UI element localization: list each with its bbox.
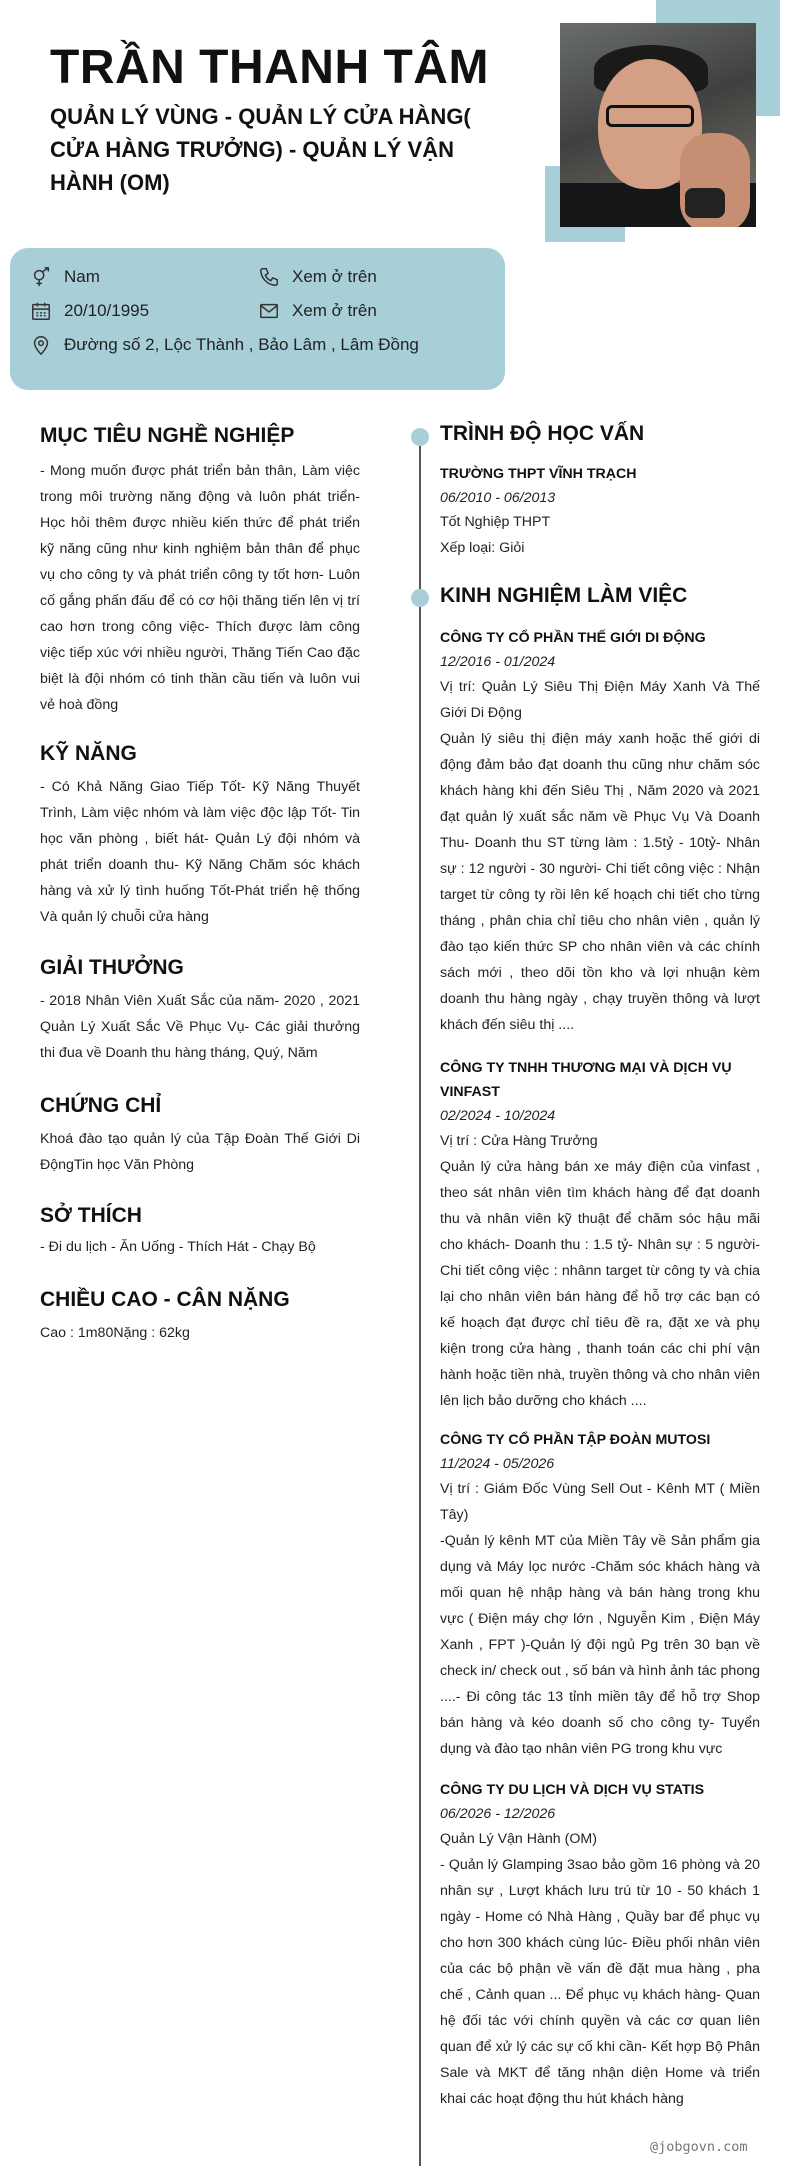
education-degree: Tốt Nghiệp THPT [440, 514, 551, 530]
candidate-name: TRẦN THANH TÂM [50, 41, 489, 94]
job-entry [440, 1778, 760, 2112]
email-item [258, 300, 377, 322]
hobbies-text: - Đi du lịch - Ăn Uống - Thích Hát - Chạy Bộ [40, 1239, 316, 1255]
gender-value: Nam [64, 267, 100, 286]
calendar-icon [30, 300, 52, 322]
skills-title: KỸ NĂNG [40, 742, 137, 765]
education-grade: Xếp loại: Giỏi [440, 540, 525, 556]
certificates-title: CHỨNG CHỈ [40, 1094, 162, 1117]
certificates-text: Khoá đào tạo quản lý của Tập Đoàn Thế Giới Di ĐộngTin học Văn Phòng [40, 1131, 360, 1173]
phone-value: Xem ở trên [292, 267, 377, 286]
company-name: CÔNG TY CỔ PHẦN THẾ GIỚI DI ĐỘNG [440, 630, 706, 646]
dob-item [30, 300, 149, 322]
gender-item [30, 266, 100, 288]
job-period: 02/2024 - 10/2024 [440, 1108, 556, 1124]
dob-value: 20/10/1995 [64, 301, 150, 320]
email-value: Xem ở trên [292, 301, 377, 320]
job-description: Quản lý siêu thị điện máy xanh hoặc thế giới di động đảm bảo đạt doanh thu cũng như chăm sóc khách hàng khi đến Siêu Thị , Năm 2020 và 2021 đạt quản lý xuất sắc năm về Phục Vụ Và Doanh Thu- Doanh thu ST từng làm : 1.5tỷ - 10tỷ- Nhân sự : 12 người - 30 người- Chi tiết công việc : Nhận target từ công ty rồi lên kế hoạch chi tiết cho từng tháng , phân chia chỉ tiêu cho nhân viên , quản lý đào tạo kiến thức SP cho nhân viên và các chính sách mới , theo dõi tồn kho và lợi nhuận kèm doanh thu hàng ngày , chạy truyền thông và lượt khách đến siêu thị .... [440, 731, 760, 1033]
job-entry [440, 1056, 760, 1414]
email-icon [258, 300, 280, 322]
address-item [30, 334, 419, 356]
phone-icon [258, 266, 280, 288]
job-period: 12/2016 - 01/2024 [440, 654, 556, 670]
job-entry [440, 1428, 760, 1762]
phone-item [258, 266, 377, 288]
job-role: Vị trí : Giám Đốc Vùng Sell Out - Kênh MT ( Miền Tây) [440, 1481, 760, 1523]
company-name: CÔNG TY CỔ PHẦN TẬP ĐOÀN MUTOSI [440, 1432, 711, 1448]
experience-title: KINH NGHIỆM LÀM VIỆC [440, 584, 688, 607]
hobbies-title: SỞ THÍCH [40, 1204, 142, 1227]
job-role: Vị trí : Cửa Hàng Trưởng [440, 1133, 598, 1149]
objective-title: MỤC TIÊU NGHỀ NGHIỆP [40, 424, 295, 447]
watermark: @jobgovn.com [650, 2139, 748, 2155]
timeline-dot [411, 589, 429, 607]
job-period: 11/2024 - 05/2026 [440, 1456, 555, 1472]
avatar [560, 23, 756, 227]
company-name: CÔNG TY DU LỊCH VÀ DỊCH VỤ STATIS [440, 1782, 705, 1798]
timeline-dot [411, 428, 429, 446]
skills-text: - Có Khả Năng Giao Tiếp Tốt- Kỹ Năng Thuyết Trình, Làm việc nhóm và làm việc độc lập Tốt- Tin học văn phòng , biết hát- Quản Lý đội nhóm và phát triển doanh thu- Kỹ Năng Chăm sóc khách hàng và xử lý tình huống Tốt-Phát triển hệ thống Và quản lý chuỗi cửa hàng [40, 779, 360, 925]
company-name: CÔNG TY TNHH THƯƠNG MẠI VÀ DỊCH VỤ VINFAST [440, 1060, 732, 1100]
awards-text: - 2018 Nhân Viên Xuất Sắc của năm- 2020 , 2021 Quản Lý Xuất Sắc Về Phục Vụ- Các giải thưởng thi đua về Doanh thu hàng tháng, Quý, Năm [40, 993, 360, 1061]
education-title: TRÌNH ĐỘ HỌC VẤN [440, 422, 645, 445]
awards-title: GIẢI THƯỞNG [40, 956, 184, 979]
education-period: 06/2010 - 06/2013 [440, 490, 556, 506]
job-title: QUẢN LÝ VÙNG - QUẢN LÝ CỬA HÀNG( CỬA HÀNG TRƯỞNG) - QUẢN LÝ VẬN HÀNH (OM) [50, 104, 471, 195]
job-entry [440, 626, 760, 1038]
personal-info-box [10, 248, 505, 390]
job-role: Quản Lý Vận Hành (OM) [440, 1831, 597, 1847]
objective-text: - Mong muốn được phát triển bản thân, Làm việc trong môi trường năng động và luôn phát triển- Học hỏi thêm được nhiều kiến thức để phát triển kỹ năng cũng như kinh nghiệm bản thân để phục vụ cho công ty và phát triển công ty tốt hơn- Luôn cố gắng phấn đấu để có cơ hội thăng tiến lên vị trí cao hơn trong công việc- Thích được làm công việc tiếp xúc với nhiều người, Thăng Tiến Cao đặc biệt là đội nhóm có tinh thần cầu tiến và luôn vui vẻ hoà đồng [40, 463, 360, 713]
school-name: TRƯỜNG THPT VĨNH TRẠCH [440, 466, 637, 482]
timeline-line [419, 436, 421, 2166]
gender-icon [30, 266, 52, 288]
job-description: Quản lý cửa hàng bán xe máy điện của vinfast , theo sát nhân viên tìm khách hàng để đạt doanh thu và nhân viên kỹ thuật để chăm sóc hậu mãi cho khách- Doanh thu : 1.5 tỷ- Nhân sự : 5 người- Chi tiết công việc : nhânn target từ công ty và chia lại cho nhân viên bán hàng để hỗ trợ các bạn có kế hoạch đạt được chỉ tiêu đề ra, đặt xe và phụ kiện trong cửa hàng , thanh toán các chi phí vận hành hoặc tiền nhà, truyền thông và cho nhân viên lên lịch bảo dưỡng cho khách .... [440, 1159, 760, 1409]
address-value: Đường số 2, Lộc Thành , Bảo Lâm , Lâm Đồng [64, 335, 419, 354]
job-period: 06/2026 - 12/2026 [440, 1806, 556, 1822]
job-role: Vị trí: Quản Lý Siêu Thị Điện Máy Xanh Và Thế Giới Di Động [440, 679, 760, 721]
job-description: - Quản lý Glamping 3sao bảo gồm 16 phòng và 20 nhân sự , Lượt khách lưu trú từ 10 - 50 khách 1 ngày - Home có Nhà Hàng , Quầy bar để phục vụ cho hơn 300 khách cùng lúc- Điều phối nhân viên của các bộ phận về vấn đề đặt mua hàng , pha chế , Cảnh quan ... Để phục vụ khách hàng- Quan hệ đối tác với chính quyền và các cơ quan liên quan để xử lý các sự cố khi cần- Kết hợp Bộ Phân Sale và MKT để tăng nhận diện Home và triển khai các hoạt động thu hút khách hàng [440, 1857, 760, 2107]
job-description: -Quản lý kênh MT của Miền Tây về Sản phẩm gia dụng và Máy lọc nước -Chăm sóc khách hàng và mối quan hệ nhập hàng và bán hàng trong khu vực ( Điện máy chợ lớn , Nguyễn Kim , Điện Máy Xanh , FPT )-Quản lý đội ngủ Pg trên 30 bạn về check in/ check out , số bán và hình ảnh tác phong ....- Đi công tác 13 tỉnh miền tây để hỗ trợ Shop bán hàng và kéo doanh số cho công ty- Tuyển dụng và đào tạo nhân viên PG trong khu vực [440, 1533, 760, 1757]
height-weight-text: Cao : 1m80Nặng : 62kg [40, 1325, 190, 1341]
location-pin-icon [30, 334, 52, 356]
height-weight-title: CHIỀU CAO - CÂN NẶNG [40, 1288, 290, 1311]
